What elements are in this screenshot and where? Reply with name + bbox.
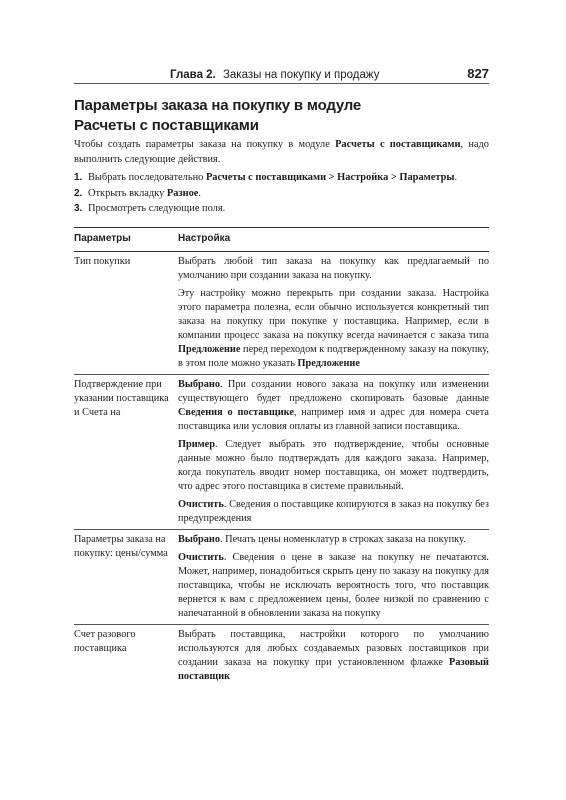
step-number: 1.: [74, 172, 83, 183]
section-title-line-1: Параметры заказа на покупку в модуле: [74, 97, 362, 114]
menu-path: Расчеты с поставщиками > Настройка > Параметры: [205, 172, 455, 183]
section-title-line-2: Расчеты с поставщиками: [74, 117, 259, 134]
bold-term: Выбрано: [178, 534, 221, 545]
bold-term: Сведения о поставщике: [178, 407, 294, 418]
step-end: .: [454, 172, 458, 183]
parameter-description: [178, 530, 489, 625]
table-row: [74, 252, 489, 375]
description-paragraph: [178, 287, 489, 371]
description-paragraph: Выбрать любой тип заказа на покупку как предлагаемый по умолчанию при создании заказа на покупку.: [178, 256, 489, 281]
table-header-row: [74, 228, 489, 252]
table-row: [74, 530, 489, 625]
page-number: 827: [467, 66, 489, 81]
step-item: [74, 170, 489, 186]
parameter-name: Счет разового поставщика: [74, 629, 136, 654]
parameter-description: [178, 252, 489, 375]
steps-list: [74, 170, 489, 217]
table-row: [74, 375, 489, 530]
chapter-label: Глава 2.: [170, 69, 216, 81]
description-paragraph: [178, 551, 489, 621]
parameter-name: Тип покупки: [74, 252, 178, 375]
parameter-name: Параметры заказа на покупку: цены/сумма: [74, 530, 178, 625]
running-header: [170, 66, 489, 81]
step-text: Просмотреть следующие поля.: [88, 203, 226, 214]
bold-term: Предложение: [178, 344, 241, 355]
chapter-title: Заказы на покупку и продажу: [222, 69, 380, 81]
intro-text-end: , надо выполнить следующие действия.: [74, 139, 489, 165]
bold-term: Очистить: [178, 552, 224, 563]
text-run: . Следует выбрать это подтверждение, чтобы основные данные можно было подтверждать для каждого заказа. Например, когда покупатель вводит номер поставщика, он может подтвердить, что адрес этого поставщика в системе правильный.: [178, 439, 489, 492]
text-run: . Печать цены номенклатур в строках заказа на покупку.: [220, 534, 466, 545]
table-row: [74, 625, 489, 688]
bold-term: Разовый поставщик: [178, 657, 489, 682]
parameter-description: [178, 625, 489, 688]
step-item: [74, 186, 489, 202]
bold-term: Очистить: [178, 499, 224, 510]
text-run: Выбрать поставщика, настройки которого по умолчанию используются для любых создаваемых разовых поставщиков при создании заказа на покупку при установленном флажке: [178, 629, 489, 668]
intro-paragraph: [74, 138, 489, 167]
module-name: Расчеты с поставщиками: [335, 139, 461, 150]
parameters-table: [74, 227, 489, 687]
description-paragraph: [178, 533, 489, 547]
column-header-parameters: Параметры: [74, 228, 178, 252]
step-number: 3.: [74, 203, 83, 214]
bold-term: Предложение: [297, 358, 360, 369]
bold-term: Пример: [178, 439, 215, 450]
text-run: перед переходом к подтвержденному заказу на покупку, в этом поле можно указать: [178, 344, 489, 369]
step-number: 2.: [74, 187, 83, 199]
parameter-description: [178, 375, 489, 530]
text-run: , например имя и адрес для номера счета поставщика или условия оплаты из главной записи поставщика.: [178, 407, 489, 432]
step-text: Выбрать последовательно: [88, 172, 206, 183]
chapter-heading: [170, 69, 379, 81]
step-text: Открыть вкладку: [88, 187, 167, 199]
header-rule: [74, 83, 489, 84]
tab-name: Разное: [166, 187, 199, 199]
text-run: . Сведения о поставщике копируются в заказ на покупку без предупреждения: [178, 499, 489, 524]
parameter-name: Подтверждение при указании поставщика и Счета на: [74, 375, 178, 530]
section-title: [74, 96, 489, 136]
description-paragraph: [178, 498, 489, 526]
text-run: . При создании нового заказа на покупку или изменении существующего будет предложено скопировать базовые данные: [178, 379, 489, 404]
step-item: [74, 201, 489, 217]
description-paragraph: [178, 378, 489, 434]
column-header-setting: Настройка: [178, 228, 489, 252]
description-paragraph: [178, 628, 489, 684]
description-paragraph: [178, 438, 489, 494]
text-run: . Сведения о цене в заказе на покупку не печатаются. Может, например, понадобиться скрыть цену по заказу на покупку для поставщика, чтобы не исключать вероятность того, что поставщик вернется к вам с предложением цены, более низкой по сравнению с напечатанной в обновлении заказа на покупку: [178, 552, 489, 619]
text-run: Эту настройку можно перекрыть при создании заказа. Настройка этого параметра полезна, если обычно используется конкретный тип заказа на покупку при покупке у поставщика. Например, если в компании процесс заказа на покупку всегда начинается с заказа типа: [178, 288, 489, 341]
step-end: .: [198, 187, 202, 199]
bold-term: Выбрано: [178, 379, 221, 390]
intro-text: Чтобы создать параметры заказа на покупку в модуле: [74, 139, 336, 150]
